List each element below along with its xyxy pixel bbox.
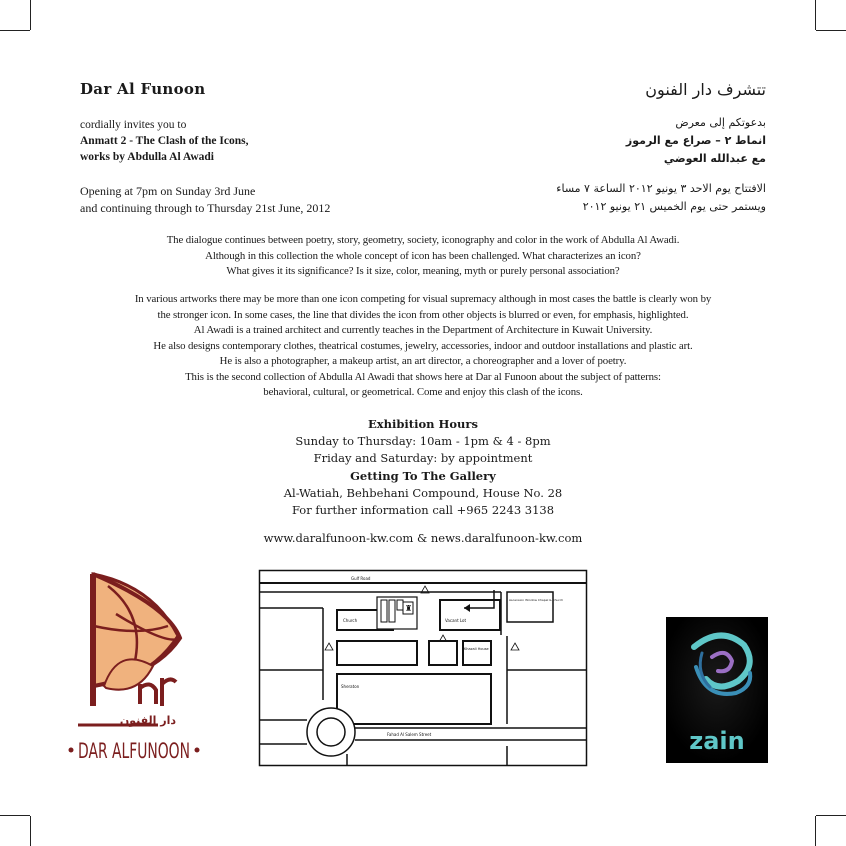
address: Al-Watiah, Behbehani Compound, House No. 28	[283, 486, 563, 500]
opening-ar	[446, 180, 766, 216]
website-links[interactable]: www.daralfunoon-kw.com & news.daralfunoon-kw.com	[263, 531, 583, 545]
closing-line: and continuing through to Thursday 21st June, 2012	[80, 201, 331, 215]
text-line: He is also a photographer, a makeup artist, an art director, a choreographer and a lover of poetry.	[219, 355, 627, 367]
zain-sponsor-logo	[666, 617, 768, 763]
hours-weekend: Friday and Saturday: by appointment	[313, 451, 533, 465]
closing-line-ar: ويستمر حتى يوم الخميس ٢١ يونيو ٢٠١٢	[582, 200, 766, 213]
opening-en	[80, 183, 330, 217]
logo-wordmark: DAR ALFUNOON	[78, 739, 190, 763]
invite-line: cordially invites you to	[80, 119, 187, 131]
invite-line-ar: بدعوتكم إلى معرض	[675, 116, 766, 129]
crop-mark	[0, 30, 30, 31]
logo-arabic-text: دار الفنون	[119, 714, 176, 727]
exhibition-title: Anmatt 2 - The Clash of the Icons,	[80, 135, 249, 147]
text-line: the stronger icon. In some cases, the line that divides the icon from other objects is blurred or even, for emphasis, highlighted.	[157, 308, 689, 321]
logo-mark	[58, 566, 210, 776]
directions-heading: Getting To The Gallery	[350, 469, 496, 483]
zain-wordmark: zain	[689, 727, 745, 755]
location-map	[259, 570, 587, 766]
map-label-chapel: Ascension Window Chapel & Church	[509, 598, 564, 602]
hours-weekday: Sunday to Thursday: 10am - 1pm & 4 - 8pm	[295, 434, 551, 448]
text-line: In various artworks there may be more than one icon competing for visual supremacy although in most cases the battle is clearly won by	[134, 293, 712, 305]
exhibition-title-ar: انماط ٢ – صراع مع الرموز	[625, 134, 766, 147]
description-paragraph-2	[70, 292, 776, 401]
text-line: This is the second collection of Abdulla Al Awadi that shows here at Dar al Funoon about the subject of patterns:	[185, 370, 661, 383]
map-label-fahad-street: Fahad Al Salem Street	[387, 732, 432, 737]
text-line: Although in this collection the whole concept of icon has been challenged. What characterizes an icon?	[205, 249, 641, 262]
phone: For further information call +965 2243 3138	[291, 503, 555, 517]
dar-alfunoon-logo	[58, 566, 210, 776]
map-label-vacant-lot: Vacant Lot	[445, 618, 467, 623]
artist-line: works by Abdulla Al Awadi	[80, 151, 215, 163]
text-line: What gives it its significance? Is it size, color, meaning, myth or purely personal association?	[226, 265, 620, 277]
opening-line: Opening at 7pm on Sunday 3rd June	[80, 184, 256, 198]
zain-swirl-icon	[666, 617, 768, 763]
crop-mark	[815, 0, 816, 30]
hours-heading: Exhibition Hours	[368, 417, 478, 431]
invitation-en	[80, 117, 248, 165]
crop-mark	[816, 815, 846, 816]
description-paragraph-1	[70, 233, 776, 280]
crop-mark	[30, 816, 31, 846]
map-label-sheraton: Sheraton	[341, 684, 360, 689]
map-label-church: Church	[343, 618, 358, 623]
map-label-khazali-house: Khazali House	[464, 647, 489, 651]
svg-text:♜: ♜	[405, 604, 413, 613]
invitation-ar	[506, 114, 766, 168]
crop-mark	[30, 0, 31, 30]
crop-mark	[816, 30, 846, 31]
artist-line-ar: مع عبدالله العوضي	[663, 152, 766, 165]
crop-mark	[0, 815, 30, 816]
crop-mark	[815, 816, 816, 846]
map-drawing	[259, 570, 587, 766]
text-line: behavioral, cultural, or geometrical. Come and enjoy this clash of the icons.	[263, 386, 583, 398]
gallery-title-en: Dar Al Funoon	[80, 80, 206, 98]
map-label-gulf-road: Gulf Road	[351, 576, 371, 581]
exhibition-info	[200, 416, 646, 547]
gallery-title-ar: تتشرف دار الفنون	[645, 80, 766, 99]
text-line: He also designs contemporary clothes, theatrical costumes, jewelry, accessories, indoor and outdoor installations and plastic art.	[153, 339, 693, 352]
opening-line-ar: الافتتاح يوم الاحد ٣ يونيو ٢٠١٢ الساعة ٧ مساء	[556, 182, 766, 195]
text-line: The dialogue continues between poetry, story, geometry, society, iconography and color in the work of Abdulla Al Awadi.	[166, 234, 680, 246]
text-line: Al Awadi is a trained architect and currently teaches in the Department of Architecture in Kuwait University.	[193, 324, 653, 336]
